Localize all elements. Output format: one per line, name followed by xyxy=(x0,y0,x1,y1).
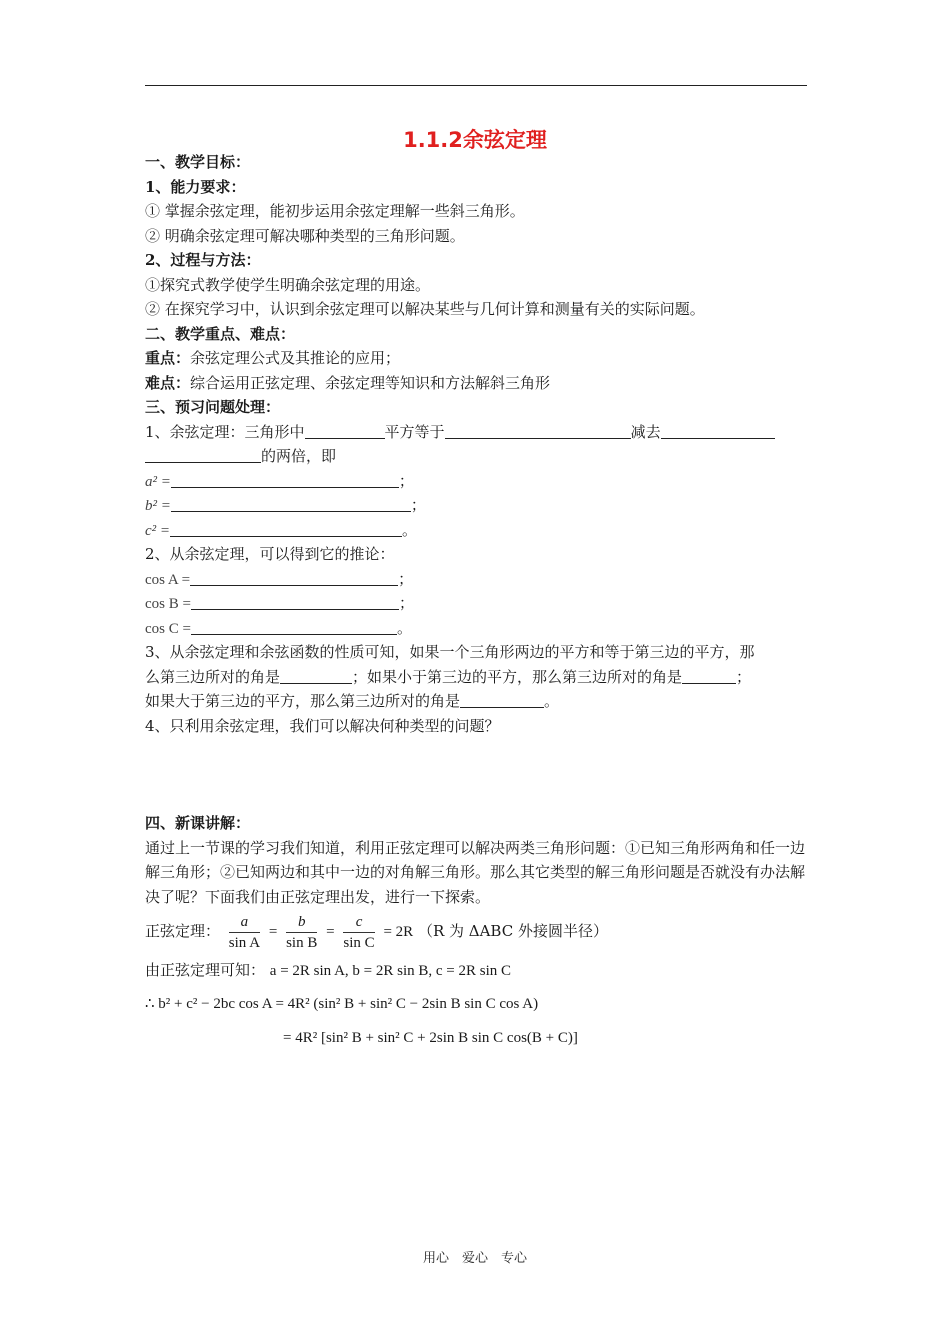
sine-theorem-note: （R 为 ΔABC 外接圆半径） xyxy=(417,922,608,940)
subheading-ability: 1、能力要求： xyxy=(145,177,246,196)
header-rule xyxy=(145,85,807,86)
objective-item-3: ①探究式教学使学生明确余弦定理的用途。 xyxy=(145,275,431,294)
question-3-text-b1: 么第三边所对的角是 xyxy=(145,667,281,686)
formula-line-1: ∴ b² + c² − 2bc cos A = 4R² (sin² B + sin² C − 2sin B sin C cos A) xyxy=(145,996,539,1012)
question-1-text-c: 减去 xyxy=(630,422,661,441)
period: 。 xyxy=(402,520,418,539)
section-heading-2: 二、教学重点、难点： xyxy=(145,324,296,343)
fraction-numerator: b xyxy=(286,912,317,933)
fill-blank-3[interactable] xyxy=(661,422,775,439)
fill-blank-angle-1[interactable] xyxy=(280,667,352,684)
document-body xyxy=(145,150,807,1055)
question-3-text-b2: ；如果小于第三边的平方，那么第三边所对的角是 xyxy=(352,667,683,686)
sine-theorem-label: 正弦定理： xyxy=(145,922,221,940)
fraction-b-over-sinB xyxy=(286,912,317,953)
equals-sign: = xyxy=(326,924,335,940)
fraction-denominator: sin B xyxy=(286,934,318,951)
question-1-line-2 xyxy=(145,444,807,469)
question-2: 2、从余弦定理，可以得到它的推论： xyxy=(145,545,395,563)
key-point-label: 重点： xyxy=(145,349,191,367)
fill-blank-cosB[interactable] xyxy=(191,593,399,610)
equation-cosA-label: cos A = xyxy=(145,571,191,588)
lesson-paragraph: 通过上一节课的学习我们知道，利用正弦定理可以解决两类三角形问题：①已知三角形两角和任一边解三角形；②已知两边和其中一边的对角解三角形。那么其它类型的解三角形问题是否就没有办法解决了呢？下面我们由正弦定理出发，进行一下探索。 xyxy=(145,838,806,906)
equation-b2 xyxy=(145,493,807,518)
fraction-denominator: sin A xyxy=(228,934,261,951)
question-1-text-d: 的两倍，即 xyxy=(261,447,337,465)
fill-blank-1[interactable] xyxy=(305,422,385,439)
equation-c2-label: c² = xyxy=(145,522,171,539)
difficulty-label: 难点： xyxy=(145,373,191,392)
derivation-line xyxy=(145,953,807,987)
fraction-numerator: c xyxy=(343,912,374,933)
question-3-line-2 xyxy=(145,665,807,690)
equation-b2-label: b² = xyxy=(145,498,171,514)
equation-cosB xyxy=(145,591,807,616)
fill-blank-angle-3[interactable] xyxy=(460,691,544,708)
section-heading-4: 四、新课讲解： xyxy=(145,814,251,832)
fill-blank-4[interactable] xyxy=(145,446,261,463)
equation-cosB-label: cos B = xyxy=(145,596,191,612)
question-3-text-b3: ； xyxy=(736,667,752,686)
semicolon: ； xyxy=(398,471,414,490)
subheading-process: 2、过程与方法： xyxy=(145,251,261,269)
objective-item-1: ① 掌握余弦定理，能初步运用余弦定理解一些斜三角形。 xyxy=(145,202,525,220)
answer-space xyxy=(145,738,807,811)
question-1-text-b: 平方等于 xyxy=(384,422,445,441)
fraction-a-over-sinA xyxy=(229,912,260,953)
fill-blank-cosC[interactable] xyxy=(191,618,397,635)
equation-cosC-label: cos C = xyxy=(145,620,191,637)
equals-2R: = 2R xyxy=(383,924,414,940)
question-1-line-1 xyxy=(145,420,807,445)
fill-blank-a2[interactable] xyxy=(171,471,399,488)
question-4: 4、只利用余弦定理，我们可以解决何种类型的问题？ xyxy=(145,716,500,735)
fraction-denominator: sin C xyxy=(343,934,375,951)
section-heading-3: 三、预习问题处理： xyxy=(145,398,281,416)
fill-blank-cosA[interactable] xyxy=(190,569,398,586)
difficulty-text: 综合运用正弦定理、余弦定理等知识和方法解斜三角形 xyxy=(190,373,551,392)
objective-item-2: ② 明确余弦定理可解决哪种类型的三角形问题。 xyxy=(145,226,465,245)
fill-blank-2[interactable] xyxy=(445,422,631,439)
equation-a2-label: a² = xyxy=(145,473,171,490)
key-point-line xyxy=(145,346,807,371)
question-3-line-1: 3、从余弦定理和余弦函数的性质可知，如果一个三角形两边的平方和等于第三边的平方，那 xyxy=(145,643,755,661)
semicolon: ； xyxy=(398,569,414,588)
objective-item-4: ② 在探究学习中，认识到余弦定理可以解决某些与几何计算和测量有关的实际问题。 xyxy=(145,300,705,318)
equals-sign: = xyxy=(268,924,278,940)
key-point-text: 余弦定理公式及其推论的应用； xyxy=(190,349,401,367)
derivation-label: 由正弦定理可知： xyxy=(145,961,266,979)
equation-a2 xyxy=(145,469,807,494)
question-1-text-a: 1、余弦定理：三角形中 xyxy=(145,422,305,441)
fill-blank-angle-2[interactable] xyxy=(682,667,736,684)
fill-blank-c2[interactable] xyxy=(170,520,402,537)
semicolon: ； xyxy=(410,496,426,514)
fraction-numerator: a xyxy=(229,912,260,933)
difficulty-line xyxy=(145,371,807,396)
page-title: 1.1.2余弦定理 xyxy=(403,128,547,152)
derivation-expression: a = 2R sin A, b = 2R sin B, c = 2R sin C xyxy=(269,963,512,979)
formula-line-2: = 4R² [sin² B + sin² C + 2sin B sin C cos(B + C)] xyxy=(283,1030,578,1046)
fraction-c-over-sinC xyxy=(343,912,374,953)
question-3-text-c1: 如果大于第三边的平方，那么第三边所对的角是 xyxy=(145,692,461,710)
equation-c2 xyxy=(145,518,807,543)
sine-theorem-line xyxy=(145,909,807,953)
question-3-line-3 xyxy=(145,689,807,714)
question-3-text-c2: 。 xyxy=(544,692,560,710)
period: 。 xyxy=(396,618,412,637)
page-footer: 用心 爱心 专心 xyxy=(422,1251,527,1266)
equation-cosA xyxy=(145,567,807,592)
section-heading-1: 一、教学目标： xyxy=(145,153,251,171)
fill-blank-b2[interactable] xyxy=(171,495,411,512)
equation-cosC xyxy=(145,616,807,641)
semicolon: ； xyxy=(398,594,414,612)
